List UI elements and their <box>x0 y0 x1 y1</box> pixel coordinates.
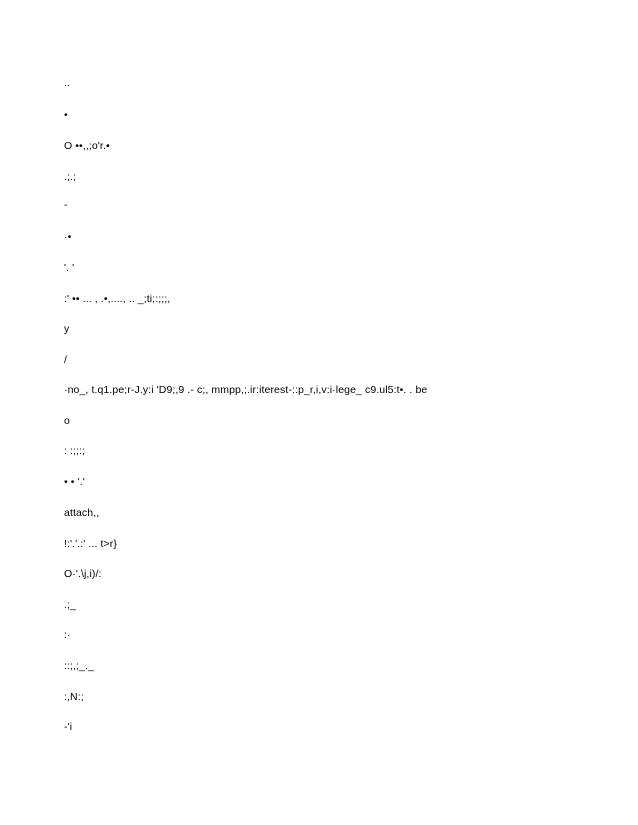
text-line: attach,, <box>64 507 100 519</box>
text-line: o <box>64 415 70 427</box>
text-line: - <box>64 199 68 211</box>
text-line: • <box>64 109 68 121</box>
text-line: :· <box>64 629 71 641</box>
text-line: ·• <box>64 231 72 243</box>
text-line: :,N:; <box>64 691 84 703</box>
text-line: .;.; <box>64 171 77 183</box>
text-line: / <box>64 354 68 366</box>
text-line: • • '.' <box>64 476 85 488</box>
text-line: '. ' <box>64 262 75 274</box>
text-line: : :;;:; <box>64 445 86 457</box>
text-line: .;_ <box>64 599 76 611</box>
text-line: :' •• ... , .•,...., .. _;ti;:;;;, <box>64 293 171 305</box>
text-line: .. <box>64 77 71 89</box>
text-line: !:'.'.:' ... t>r} <box>64 538 117 550</box>
text-line: O ••,,;o'r.• <box>64 140 110 152</box>
text-line: ·no_, t.q1.pe;r-J.y:i 'D9;,9 .- c;, mmpp,;.ir:iterest-::p_r,i,v:i·lege_ c9.ul5:t•. . be <box>64 384 428 396</box>
text-line: -'i <box>64 721 73 733</box>
text-line: O·'.\j,i)/: <box>64 568 102 580</box>
text-line: ::;,;_._ <box>64 660 94 672</box>
text-line: y <box>64 323 70 335</box>
